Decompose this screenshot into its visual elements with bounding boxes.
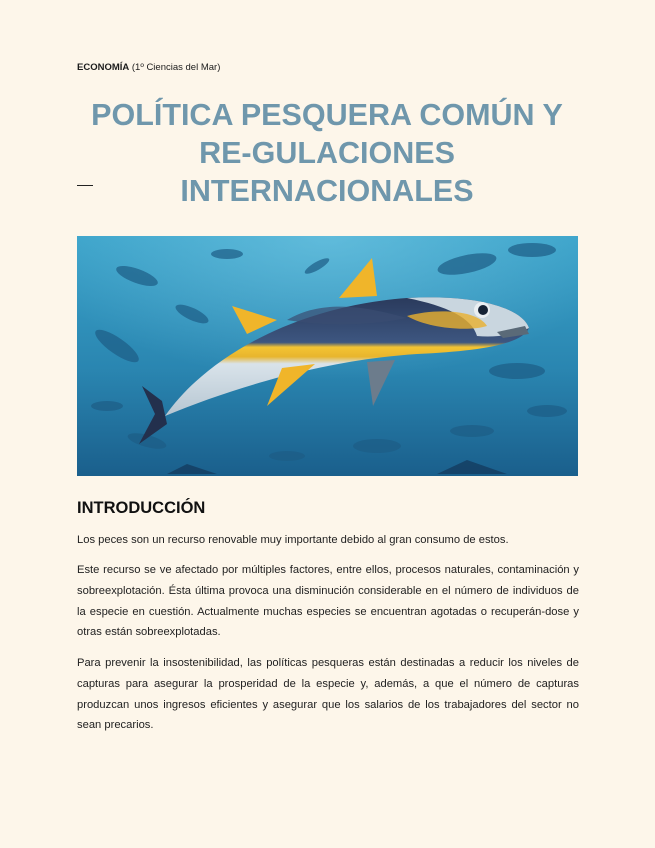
document-title: POLÍTICA PESQUERA COMÚN Y RE-GULACIONES INTERNACIONALES — [91, 98, 563, 208]
paragraph-1: Los peces son un recurso renovable muy importante debido al gran consumo de estos. — [77, 534, 509, 546]
tuna-image — [77, 236, 578, 476]
course-kicker — [77, 62, 220, 73]
course-label: (1º Ciencias del Mar) — [129, 62, 221, 73]
title-rule — [77, 185, 93, 186]
subject-label: ECONOMÍA — [77, 62, 130, 73]
section-heading: INTRODUCCIÓN — [77, 499, 206, 517]
tuna-illustration — [77, 236, 578, 476]
paragraph-2: Este recurso se ve afectado por múltiples factores, entre ellos, procesos naturales, contaminación y sobreexplotación. Ésta última provoca una disminución considerable en el número de individuos de la especie en cuestión. Actualmente muchas especies se encuentran agotadas o recuperán-dose y otras están sobreexplotadas. — [77, 564, 579, 639]
paragraph-3: Para prevenir la insostenibilidad, las políticas pesqueras están destinadas a reducir los niveles de capturas para asegurar la prosperidad de la especie y, además, a que el número de capturas produzcan unos ingresos eficientes y asegurar que los salarios de los trabajadores del sector no sean precarios. — [77, 657, 579, 732]
